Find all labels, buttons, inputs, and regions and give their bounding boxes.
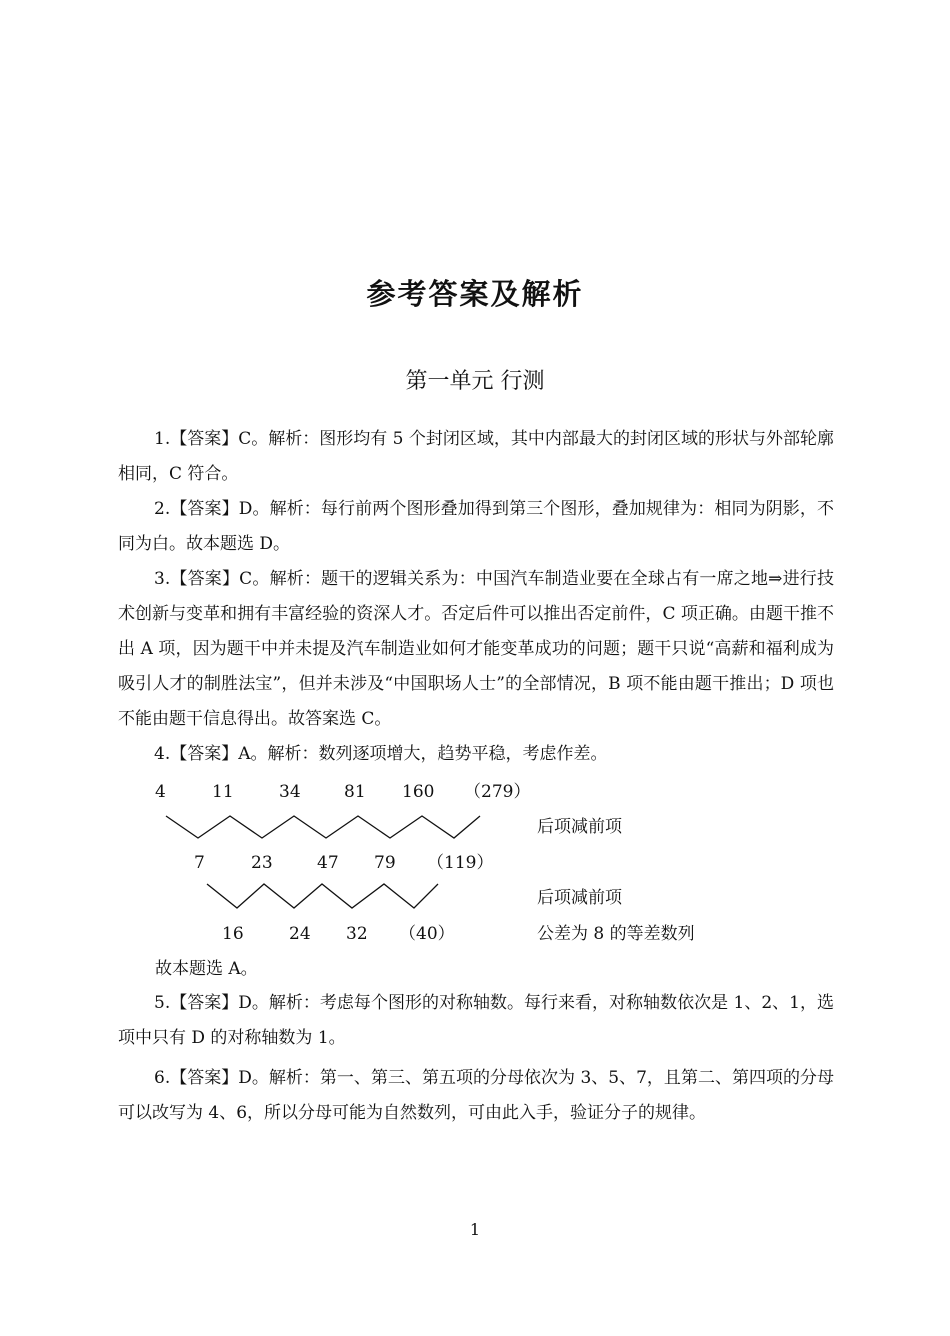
note-arithmetic: 公差为 8 的等差数列 [537, 924, 695, 944]
note-difference-2: 后项减前项 [537, 888, 622, 908]
seq-row2-item: 7 [194, 853, 205, 873]
page-number: 1 [469, 1220, 481, 1239]
unit-title: 第一单元 行测 [405, 369, 545, 394]
answer-3: 3.【答案】C。解析：题干的逻辑关系为：中国汽车制造业要在全球占有一席之地⇒进行技术创新与变革和拥有丰富经验的资深人才。否定后件可以推出否定前件，C 项正确。由题干推不出 A 项，因为题干中并未提及汽车制造业如何才能变革成功的问题；题干只说“高薪和福利成为吸引人才的制胜法宝”，但并未涉及“中国职场人士”的全部情况，B 项不能由题干推出；D 项也不能由题干信息得出。故答案选 C。 [118, 569, 834, 729]
seq-row2-item: 79 [374, 853, 396, 873]
seq-row2-item: 47 [317, 853, 339, 873]
seq-row1-item: 160 [402, 782, 435, 802]
seq-row3-item: 16 [222, 924, 244, 944]
answer-4-conclusion: 故本题选 A。 [155, 959, 258, 979]
answer-2: 2.【答案】D。解析：每行前两个图形叠加得到第三个图形，叠加规律为：相同为阴影，不同为白。故本题选 D。 [118, 499, 834, 554]
seq-row3-item: 24 [289, 924, 311, 944]
seq-row2-item: （119） [427, 853, 494, 873]
seq-row1-item: 11 [212, 782, 234, 802]
seq-row1-item: 81 [344, 782, 366, 802]
seq-row1-item: （279） [464, 782, 531, 802]
answer-5: 5.【答案】D。解析：考虑每个图形的对称轴数。每行来看，对称轴数依次是 1、2、1，选项中只有 D 的对称轴数为 1。 [118, 993, 834, 1048]
seq-row2-item: 23 [251, 853, 273, 873]
seq-row3-item: （40） [399, 924, 455, 944]
note-difference-1: 后项减前项 [537, 817, 622, 837]
answer-1: 1.【答案】C。解析：图形均有 5 个封闭区域，其中内部最大的封闭区域的形状与外部轮廓相同，C 符合。 [118, 429, 834, 484]
answer-6: 6.【答案】D。解析：第一、第三、第五项的分母依次为 3、5、7，且第二、第四项的分母可以改写为 4、6，所以分母可能为自然数列，可由此入手，验证分子的规律。 [118, 1068, 834, 1123]
seq-row1-item: 4 [155, 782, 166, 802]
seq-row3-item: 32 [346, 924, 368, 944]
answer-4: 4.【答案】A。解析：数列逐项增大，趋势平稳，考虑作差。 [154, 744, 608, 764]
page-title: 参考答案及解析 [366, 277, 584, 311]
seq-row1-item: 34 [279, 782, 301, 802]
